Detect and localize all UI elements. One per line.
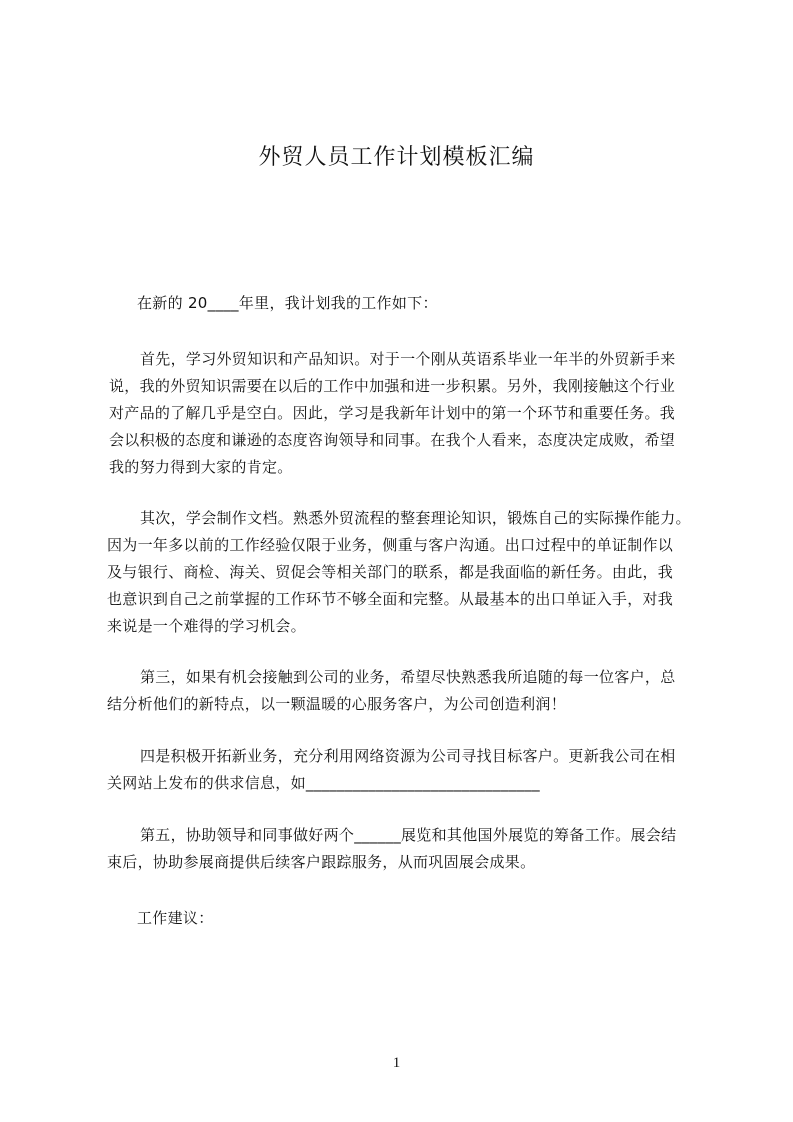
paragraph-2-line-5: 来说是一个难得的学习机会。	[107, 617, 306, 635]
paragraph-1-line-3: 对产品的了解几乎是空白。因此，学习是我新年计划中的第一个环节和重要任务。我	[109, 404, 676, 422]
paragraph-3-line-2: 结分析他们的新特点，以一颗温暖的心服务客户，为公司创造利润！	[107, 695, 567, 713]
paragraph-1-line-5: 我的努力得到大家的肯定。	[109, 458, 293, 476]
paragraph-2-line-3: 及与银行、商检、海关、贸促会等相关部门的联系，都是我面临的新任务。由此，我	[107, 563, 674, 581]
paragraph-4-line-2: 关网站上发布的供求信息，如______________________________	[107, 774, 540, 792]
paragraph-1-line-1: 首先，学习外贸知识和产品知识。对于一个刚从英语系毕业一年半的外贸新手来	[140, 350, 676, 368]
paragraph-1-line-2: 说，我的外贸知识需要在以后的工作中加强和进一步积累。另外，我刚接触这个行业	[109, 377, 676, 395]
paragraph-2-line-1: 其次，学会制作文档。熟悉外贸流程的整套理论知识，锻炼自己的实际操作能力。	[140, 509, 691, 527]
paragraph-3-line-1: 第三，如果有机会接触到公司的业务，希望尽快熟悉我所追随的每一位客户，总	[140, 668, 676, 686]
paragraph-5-line-2: 束后，协助参展商提供后续客户跟踪服务，从而巩固展会成果。	[107, 853, 536, 871]
document-title: 外贸人员工作计划模板汇编	[258, 145, 535, 170]
paragraph-5-line-1: 第五，协助领导和同事做好两个______展览和其他国外展览的筹备工作。展会结	[140, 826, 677, 844]
paragraph-1-line-4: 会以积极的态度和谦逊的态度咨询领导和同事。在我个人看来，态度决定成败，希望	[109, 431, 676, 449]
paragraph-2-line-4: 也意识到自己之前掌握的工作环节不够全面和完整。从最基本的出口单证入手，对我	[107, 590, 674, 608]
paragraph-4-line-1: 四是积极开拓新业务，充分利用网络资源为公司寻找目标客户。更新我公司在相	[140, 747, 676, 765]
page-number: 1	[392, 1055, 401, 1071]
paragraph-2-line-2: 因为一年多以前的工作经验仅限于业务，侧重与客户沟通。出口过程中的单证制作以	[107, 536, 674, 554]
intro-line: 在新的 20____年里，我计划我的工作如下：	[137, 294, 438, 312]
advice-heading: 工作建议：	[137, 909, 214, 927]
